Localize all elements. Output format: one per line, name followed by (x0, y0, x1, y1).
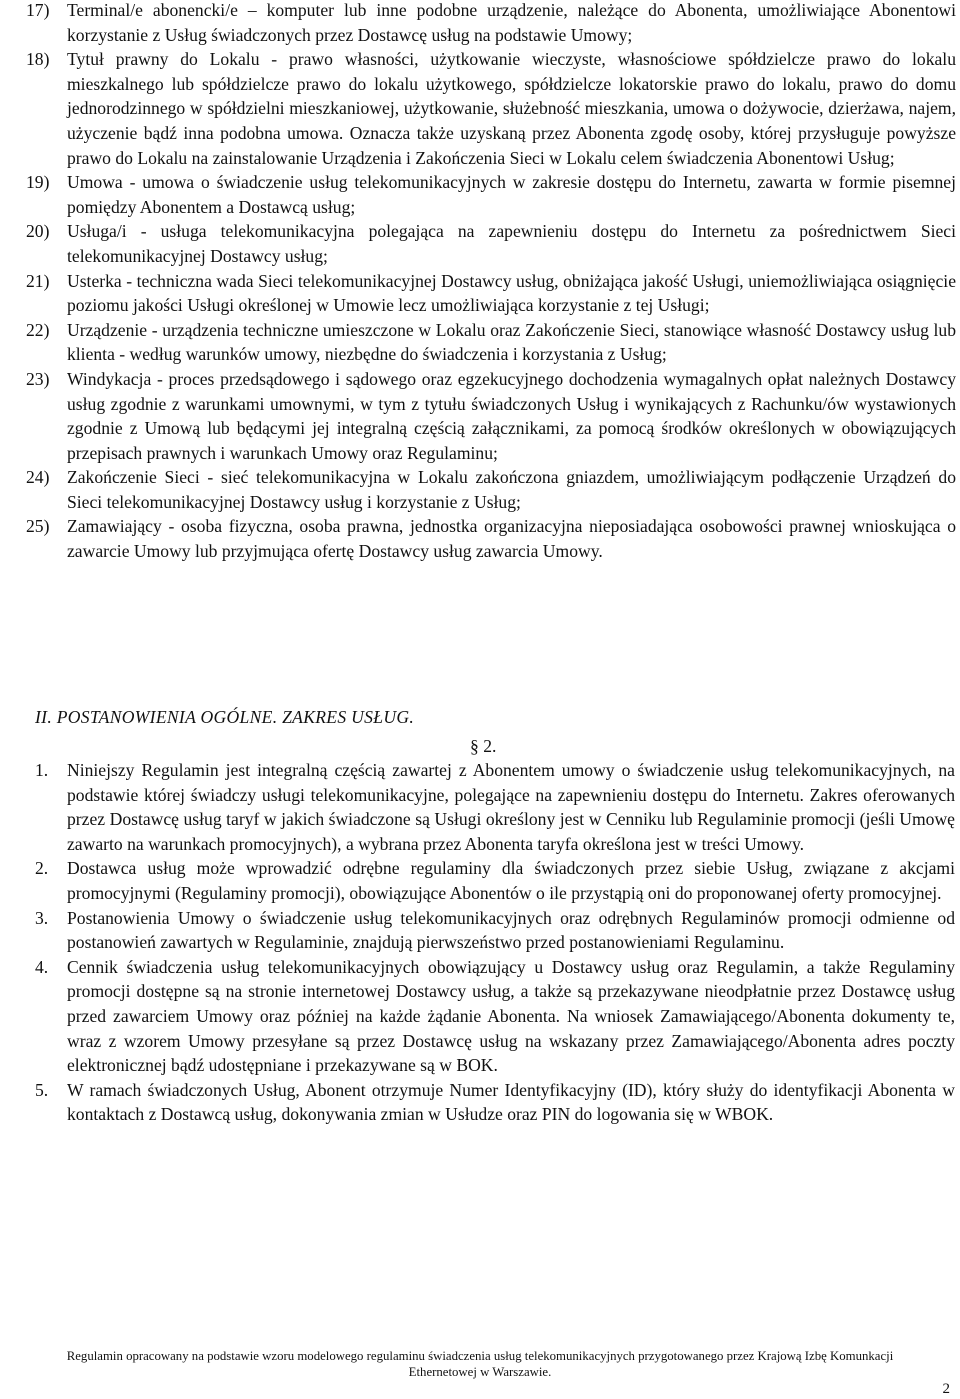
list-item (35, 1078, 955, 1127)
definition-text: Terminal/e abonencki/e – komputer lub inne podobne urządzenie, należące do Abonenta, umożliwiające Abonentowi korzystanie z Usług świadczonych przez Dostawcę usług na podstawie Umowy; (67, 0, 956, 45)
definition-item (26, 0, 956, 47)
definition-number: 18) (26, 49, 50, 70)
definition-item (26, 318, 956, 367)
item-number: 5. (35, 1079, 49, 1100)
item-number: 4. (35, 956, 49, 977)
page-number: 2 (942, 1381, 950, 1397)
definition-text: Windykacja - proces przedsądowego i sądowego oraz egzekucyjnego dochodzenia wymagalnych opłat należnych Dostawcy usług zgodnie z warunkami umownymi, w tym z tytułu świadczonych Usług i wynikających z Rachunku/ów wystawionych zgodnie z Umową lub będącymi jej integralną częścią załącznikami, za pomocą środków określonych w obowiązujących przepisach prawnych i warunkach Umowy oraz Regulaminu; (67, 368, 956, 463)
item-text: W ramach świadczonych Usług, Abonent otrzymuje Numer Identyfikacyjny (ID), który służy do identyfikacji Abonenta w kontaktach z Dostawcą usług, dokonywania zmian w Usłudze oraz PIN do logowania się w WBOK. (67, 1079, 955, 1125)
definition-text: Tytuł prawny do Lokalu - prawo własności, użytkowanie wieczyste, własnościowe spółdzielcze prawo do lokalu mieszkalnego lub spółdzielcze prawo do lokalu użytkowego, spółdzielcze lokatorskie prawo do lokalu, prawo do domu jednorodzinnego w spółdzielni mieszkaniowej, użytkowanie, służebność mieszkania, umowa o dożywocie, dzierżawa, najem, użyczenie bądź inna podobna umowa. Oznacza także uzyskaną przez Abonenta zgodę osoby, której przysługuje powyższe prawo do Lokalu na zainstalowanie Urządzenia i Zakończenia Sieci w Lokalu celem świadczenia Abonentowi Usług; (67, 49, 956, 168)
definition-text: Usterka - techniczna wada Sieci telekomunikacyjnej Dostawcy usług, obniżająca jakość Usługi, uniemożliwiająca osiągnięcie poziomu jakości Usługi określonej w Umowie lecz umożliwiająca korzystanie z tej Usługi; (67, 270, 956, 316)
definition-number: 22) (26, 319, 50, 340)
definitions-list (26, 0, 956, 564)
definition-number: 20) (26, 221, 50, 242)
definition-text: Zamawiający - osoba fizyczna, osoba prawna, jednostka organizacyjna nieposiadająca osobowości prawnej wnioskująca o zawarcie Umowy lub przyjmująca ofertę Dostawcy usług zawarcia Umowy. (67, 516, 956, 562)
definition-number: 24) (26, 467, 50, 488)
definition-item (26, 170, 956, 219)
list-item (35, 758, 955, 856)
definition-item (26, 465, 956, 514)
definition-number: 25) (26, 516, 50, 537)
list-item (35, 955, 955, 1078)
item-text: Niniejszy Regulamin jest integralną częścią zawartej z Abonentem umowy o świadczenie usług telekomunikacyjnych, na podstawie której świadczy usługi telekomunikacyjne, polegające na zapewnieniu dostępu do Internetu. Zakres oferowanych przez Dostawcę usług taryf w jakich świadczone są Usługi określony jest w Cenniku lub Regulaminie promocji (jeśli Umowę zawarto na warunkach promocyjnych), a wybrana przez Abonenta taryfa określona jest w treści Umowy. (67, 760, 955, 854)
footer-line: Regulamin opracowany na podstawie wzoru modelowego regulaminu świadczenia usług telekomunikacyjnych przygotowanego przez Krajową Izbę Komunkacji (66, 1349, 894, 1363)
definition-text: Umowa - umowa o świadczenie usług telekomunikacyjnych w zakresie dostępu do Internetu, zawarta w formie pisemnej pomiędzy Abonentem a Dostawcą usług; (67, 172, 956, 217)
item-number: 3. (35, 907, 49, 928)
definition-number: 23) (26, 368, 50, 389)
item-text: Postanowienia Umowy o świadczenie usług telekomunikacyjnych oraz odrębnych Regulaminów promocji odmienne od postanowień zawartych w Regulaminie, znajdują pierwszeństwo przed postanowieniami Regulaminu. (67, 907, 955, 953)
item-text: Cennik świadczenia usług telekomunikacyjnych obowiązujący u Dostawcy usług oraz Regulamin, a także Regulaminy promocji dostępne są na stronie internetowej Dostawcy usług, a także są przekazywane nieodpłatnie przez Dostawcę usług przed zawarciem Umowy oraz później na każde żądanie Abonenta. Na wniosek Zamawiającego/Abonenta dokumenty te, wraz z wzorem Umowy przesyłane są przez Dostawcę usług na wskazany przez Zamawiającego/Abonenta adres poczty elektronicznej bądź udostępniane i przekazywane są w BOK. (67, 956, 955, 1076)
definition-text: Urządzenie - urządzenia techniczne umieszczone w Lokalu oraz Zakończenie Sieci, stanowiące własność Dostawcy usług lub klienta - według warunków umowy, niezbędne do świadczenia i korzystania z Usług; (67, 319, 956, 365)
definition-item (26, 269, 956, 318)
item-text: Dostawca usług może wprowadzić odrębne regulaminy dla świadczonych przez siebie Usług, związane z akcjami promocyjnymi (Regulaminy promocji), obowiązujące Abonentów o ile przystąpią oni do proponowanej oferty promocyjnej. (67, 858, 955, 903)
section-heading: II. POSTANOWIENIA OGÓLNE. ZAKRES USŁUG. (35, 707, 415, 727)
numbered-list (35, 758, 955, 1127)
definition-text: Usługa/i - usługa telekomunikacyjna polegająca na zapewnieniu dostępu do Internetu za pośrednictwem Sieci telekomunikacyjnej Dostawcy usług; (67, 221, 956, 266)
definition-item (26, 219, 956, 268)
definition-item (26, 367, 956, 465)
definition-number: 21) (26, 270, 50, 291)
definition-item (26, 514, 956, 563)
definition-text: Zakończenie Sieci - sieć telekomunikacyjna w Lokalu zakończona gniazdem, umożliwiającym podłączenie Urządzeń do Sieci telekomunikacyjnej Dostawcy usług i korzystanie z Usług; (67, 467, 956, 512)
definition-number: 17) (26, 0, 50, 20)
list-item (35, 906, 955, 955)
footer-line: Ethernetowej w Warszawie. (408, 1365, 552, 1379)
definition-item (26, 47, 956, 170)
definition-number: 19) (26, 172, 50, 193)
list-item (35, 856, 955, 905)
item-number: 2. (35, 858, 49, 879)
item-number: 1. (35, 760, 49, 780)
page-footer (20, 1348, 940, 1380)
paragraph-mark: § 2. (470, 736, 497, 756)
